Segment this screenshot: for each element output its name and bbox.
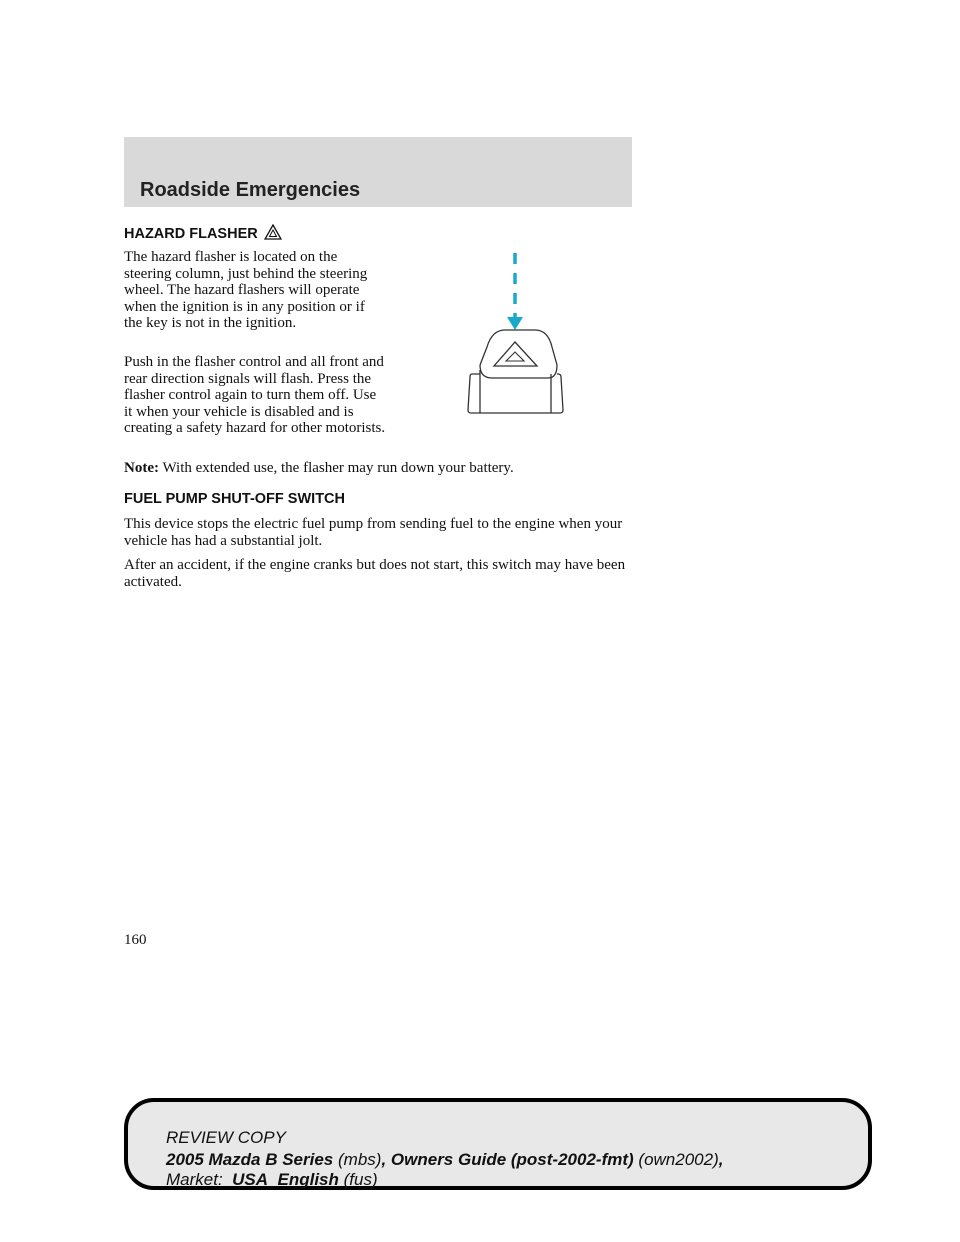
warning-triangle-icon [264,224,282,240]
footer-guide: Owners Guide (post-2002-fmt) [390,1150,634,1169]
hazard-note [124,460,634,477]
footer-line-3 [166,1170,378,1189]
note-label: Note: [124,460,159,476]
footer-model-code: (mbs) [338,1150,382,1169]
fuel-pump-heading: FUEL PUMP SHUT-OFF SWITCH [124,491,345,507]
page-number: 160 [124,932,147,948]
section-title: Roadside Emergencies [140,179,361,201]
note-text: With extended use, the flasher may run down your battery. [162,460,514,476]
hazard-paragraph-2: Push in the flasher control and all front and rear direction signals will flash. Press the flasher control again to turn them off. Use it when your vehicle is disabled and is creating a safety hazard for other motorists. [124,354,386,437]
footer-market-label: Market: [166,1170,223,1189]
footer-model: 2005 Mazda B Series [166,1150,334,1169]
footer-guide-code: (own2002) [638,1150,719,1169]
section-header [124,137,632,207]
footer-line-1: REVIEW COPY [166,1128,286,1147]
press-arrow-icon [507,253,523,330]
hazard-flasher-button-illustration [420,240,600,430]
footer-line-2: 2005 Mazda B Series (mbs), Owners Guide (post-2002-fmt) (own2002), [166,1150,724,1169]
footer-market-code: (fus) [343,1170,378,1189]
hazard-flasher-heading [124,224,282,242]
fuel-paragraph-1: This device stops the electric fuel pump from sending fuel to the engine when your vehicle has had a substantial jolt. [124,516,623,549]
heading-text: HAZARD FLASHER [124,226,258,242]
review-copy-footer [124,1098,872,1190]
hazard-paragraph-1: The hazard flasher is located on the steering column, just behind the steering wheel. The hazard flashers will operate when the ignition is in any position or if the key is not in the ignition. [124,249,368,332]
footer-market: USA_English [232,1170,339,1189]
fuel-paragraph-2: After an accident, if the engine cranks but does not start, this switch may have been activated. [124,557,626,590]
